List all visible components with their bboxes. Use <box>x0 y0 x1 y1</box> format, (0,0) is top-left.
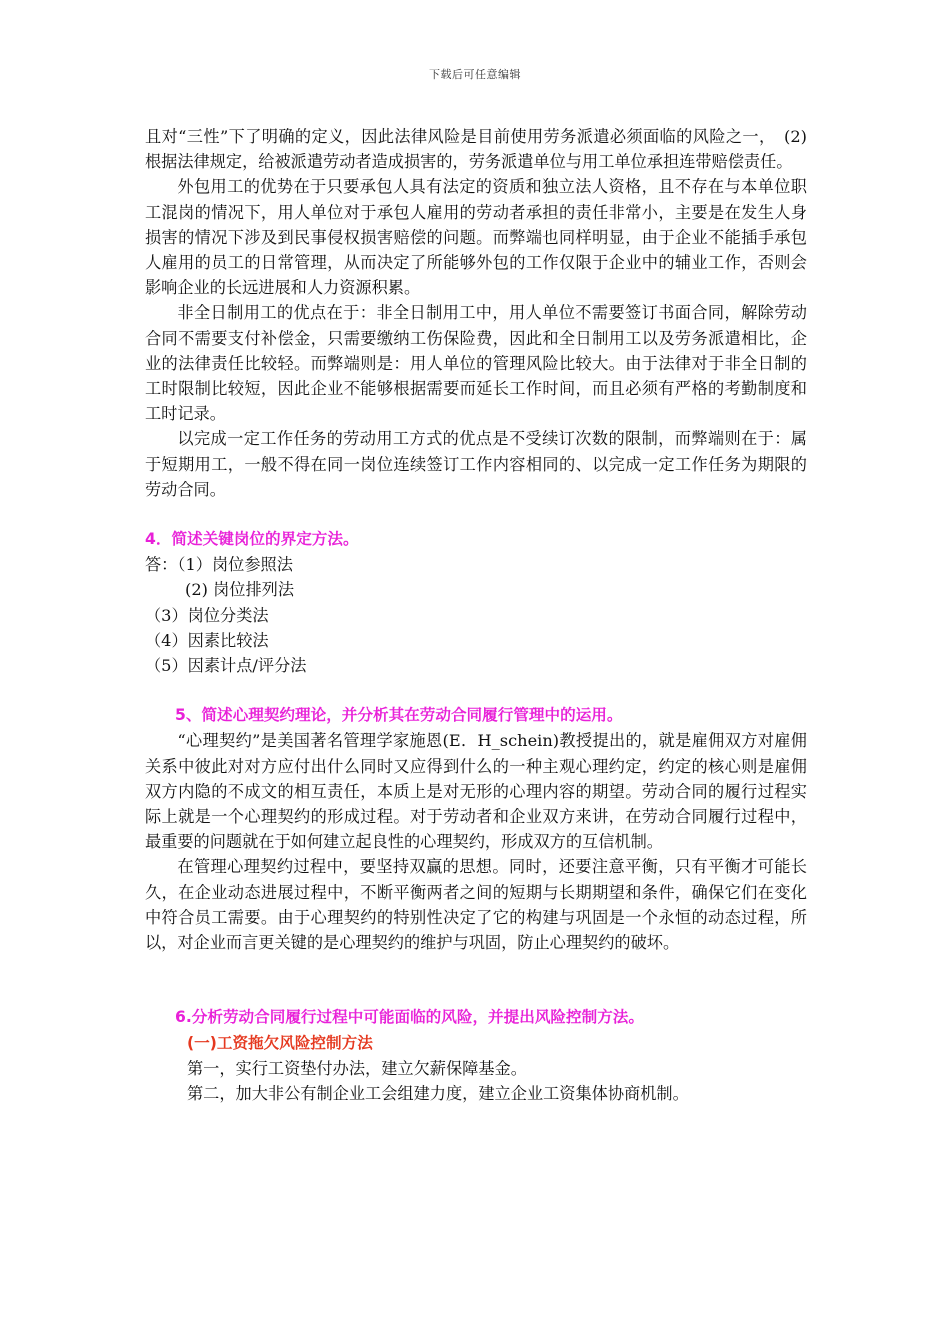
section-6-subheading: (一)工资拖欠风险控制方法 <box>187 1033 373 1052</box>
section-6-item: 第二，加大非公有制企业工会组建力度，建立企业工资集体协商机制。 <box>187 1083 689 1103</box>
section-4-item: 答：（1）岗位参照法 <box>145 555 293 575</box>
section-4-item: （3）岗位分类法 <box>145 605 269 625</box>
section-6-item: 第一，实行工资垫付办法，建立欠薪保障基金。 <box>187 1058 527 1078</box>
section-5-paragraph: “心理契约”是美国著名管理学家施恩(E．H_schein)教授提出的，就是雇佣双方对雇佣关系中彼此对对方应付出什么同时又应得到什么的一种主观心理约定，约定的核心则是雇佣双方内隐的不成文的相互责任，本质上是对无形的心理内容的期望。劳动合同的履行过程实际上就是一个心理契约的形成过程。对于劳动者和企业双方来讲，在劳动合同履行过程中，最重要的问题就在于如何建立起良性的心理契约，形成双方的互信机制。 <box>145 731 807 852</box>
section-4-heading: 4．简述关键岗位的界定方法。 <box>145 530 359 549</box>
paragraph-part-time: 非全日制用工的优点在于：非全日制用工中，用人单位不需要签订书面合同，解除劳动合同不需要支付补偿金，只需要缴纳工伤保险费，因此和全日制用工以及劳务派遣相比，企业的法律责任比较轻。而弊端则是：用人单位的管理风险比较大。由于法律对于非全日制的工时限制比较短，因此企业不能够根据需要而延长工作时间，而且必须有严格的考勤制度和工时记录。 <box>145 303 807 424</box>
spacer <box>145 955 807 1005</box>
section-4-item: (2) 岗位排列法 <box>185 580 295 600</box>
section-5-paragraph: 在管理心理契约过程中，要坚持双赢的思想。同时，还要注意平衡，只有平衡才可能长久，在企业动态进展过程中，不断平衡两者之间的短期与长期期望和条件，确保它们在变化中符合员工需要。由于心理契约的特别性决定了它的构建与巩固是一个永恒的动态过程，所以，对企业而言更关键的是心理契约的维护与巩固，防止心理契约的破坏。 <box>145 857 807 953</box>
spacer <box>145 678 807 703</box>
paragraph-task-based: 以完成一定工作任务的劳动用工方式的优点是不受续订次数的限制，而弊端则在于：属于短期用工，一般不得在同一岗位连续签订工作内容相同的、以完成一定工作任务为期限的劳动合同。 <box>145 429 807 499</box>
document-body <box>145 124 807 1106</box>
paragraph-labor-dispatch-risk: 且对“三性”下了明确的定义，因此法律风险是目前使用劳务派遣必须面临的风险之一， (2)根据法律规定，给被派遣劳动者造成损害的，劳务派遣单位与用工单位承担连带赔偿责任。 <box>145 127 807 172</box>
section-4-item: （5）因素计点/评分法 <box>145 656 307 676</box>
page-header: 下载后可任意编辑 <box>429 68 521 81</box>
section-4-item: （4）因素比较法 <box>145 630 269 650</box>
spacer <box>145 502 807 527</box>
section-5-heading: 5、简述心理契约理论，并分析其在劳动合同履行管理中的运用。 <box>175 706 623 725</box>
section-6-heading: 6.分析劳动合同履行过程中可能面临的风险，并提出风险控制方法。 <box>175 1008 644 1027</box>
paragraph-outsourcing: 外包用工的优势在于只要承包人具有法定的资质和独立法人资格，且不存在与本单位职工混岗的情况下，用人单位对于承包人雇用的劳动者承担的责任非常小，主要是在发生人身损害的情况下涉及到民事侵权损害赔偿的问题。而弊端也同样明显，由于企业不能插手承包人雇用的员工的日常管理，从而决定了所能够外包的工作仅限于企业中的辅业工作，否则会影响企业的长远进展和人力资源积累。 <box>145 177 807 298</box>
